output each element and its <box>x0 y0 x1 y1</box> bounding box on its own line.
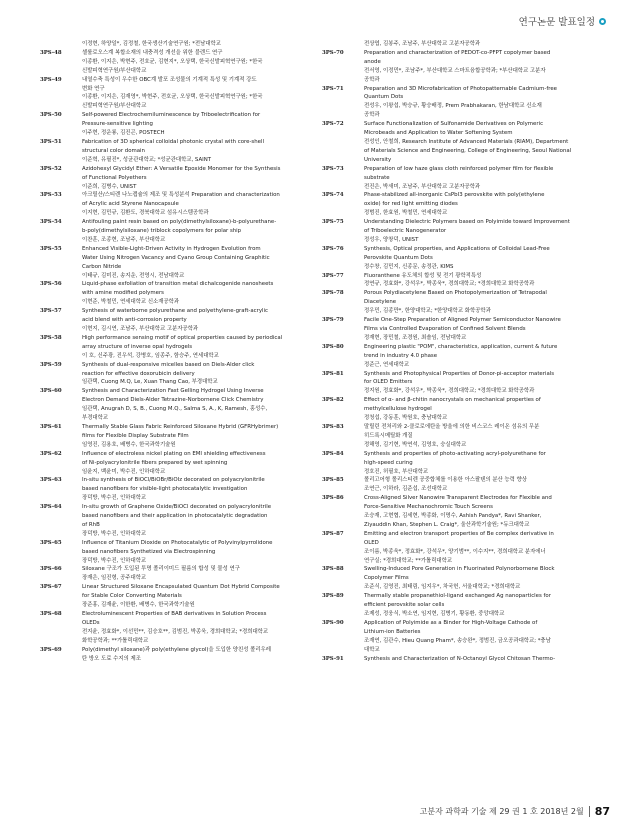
footer-divider <box>589 806 590 817</box>
entry-line: 화학공학과; **가톨릭대학교 <box>82 637 149 644</box>
program-entry <box>322 655 592 664</box>
program-entry <box>40 191 310 218</box>
entry-line: 임관택, Anugrah D, S, B., Cuong M.Q., Salma S, A., K, Ramesh, 홍성수, <box>82 406 268 413</box>
entry-line: b-poly(dimethylsiloxane) triblock copolymers for polar ship <box>82 228 242 235</box>
entry-code: 3PS-66 <box>40 566 62 573</box>
entry-lines <box>82 165 310 192</box>
entry-line: films for Flexible Display Substrate Film <box>82 432 189 439</box>
program-entry <box>40 40 310 49</box>
entry-line: Diacetylene <box>364 299 397 306</box>
entry-line: 정지원, 정효화*, 강석우*, 박종욱*, 경희대학교; *경희대학교 화학공학과 <box>364 388 535 395</box>
entry-line: Water Using Nitrogen Vacancy and Cyano Group Containing Graphitic <box>82 254 270 261</box>
entry-code: 3PS-52 <box>40 165 62 172</box>
entry-line: 전성우, 이왕섭, 박승규, 황승배정, Prem Prabhakaran, 한남대학교 신소재 <box>364 103 542 110</box>
circle-icon <box>599 18 606 25</box>
entry-line: University <box>364 156 392 163</box>
entry-code: 3PS-48 <box>40 49 62 56</box>
entry-line: 전성인, 안철희, Research Institute of Advanced Materials (RIAM), Department <box>364 138 569 145</box>
entry-lines <box>364 530 592 566</box>
entry-line: methylcellulose hydrogel <box>364 406 432 413</box>
entry-line: 신발피혁연구원/부산대학교 <box>82 103 147 110</box>
entry-line: 정해영, 김기현, 박연석, 김영호, 숭실대학교 <box>364 441 467 448</box>
entry-line: Cross-Aligned Silver Nanowire Transparent Electrodes for Flexible and <box>364 495 552 502</box>
entry-line: 조준식, 김영진, 최태림, 임지우*, 차국헌, 서울대학교; *경희대학교 <box>364 584 521 591</box>
entry-lines <box>82 646 310 664</box>
entry-lines <box>364 316 592 343</box>
entry-code: 3PS-91 <box>322 655 344 662</box>
entry-line: 연구실; *경희대학교; **가톨릭대학교 <box>364 557 453 564</box>
entry-line: 장덕방, 박수진, 인하대학교 <box>82 530 147 537</box>
entry-code: 3PS-73 <box>322 165 344 172</box>
entry-line: Synthesis and Photophysical Properties of Donor-pi-acceptor materials <box>364 370 555 377</box>
entry-code: 3PS-74 <box>322 192 344 199</box>
entry-line: Films via Controlled Evaporation of Confined Solvent Blends <box>364 326 526 332</box>
entry-code <box>40 40 82 49</box>
entry-line: 이지현, 김민규, 김환도, 경북대학교 섬유시스템공학과 <box>82 210 209 217</box>
entry-line: acid blend with anti-corrosion property <box>82 317 187 324</box>
entry-line: 부경대학교 <box>82 415 109 422</box>
entry-code: 3PS-50 <box>40 112 62 119</box>
entry-line: Synthesis, Optical properties, and Applications of Colloidal Lead-Free <box>364 245 550 252</box>
entry-line: 이태규, 김미진, 송지운, 전영시, 전남대학교 <box>82 272 185 279</box>
program-entry <box>40 565 310 583</box>
program-entry <box>40 76 310 112</box>
entry-line: Synthesis and properties of photo-activating acryl-polyurethane for <box>364 450 546 457</box>
entry-line: based nanofibers and their application in photocatalytic degradation <box>82 513 268 520</box>
header-title: 연구논문 발표일정 <box>518 17 595 28</box>
entry-line: Copolymer Films <box>364 575 409 582</box>
entry-line: Force-Sensitive Mechanochromic Touch Screens <box>364 504 493 511</box>
entry-line: 이준희, 김병수, UNIST <box>82 183 137 190</box>
entry-lines <box>82 610 310 646</box>
entry-line: 임관택, Cuong M.Q, Le, Xuan Thang Cao, 부경대학교 <box>82 379 218 386</box>
entry-lines <box>364 165 592 192</box>
entry-line: 임영진, 김용호, 배병수, 한국과학기술원 <box>82 441 176 448</box>
entry-line: Preparation and characterization of PEDOT-co-PFPT copolymer based <box>364 49 551 56</box>
program-entry <box>322 370 592 397</box>
entry-line: of Functional Polyethers <box>82 174 147 181</box>
program-entry <box>40 539 310 566</box>
entry-line: oxide) for red light emitting diodes <box>364 201 458 208</box>
entry-lines <box>364 450 592 477</box>
entry-lines <box>364 49 592 85</box>
entry-line: Thermally Stable Glass Fabric Reinforced Siloxane Hybrid (GFRHybrimer) <box>82 423 279 430</box>
entry-code: 3PS-58 <box>40 334 62 341</box>
entry-line: Azidohexyl Glycidyl Ether: A Versatile Epoxide Monomer for the Synthesis <box>82 165 281 172</box>
entry-code: 3PS-64 <box>40 504 62 511</box>
entry-line: OLEDs <box>82 619 100 626</box>
program-entry <box>322 530 592 566</box>
entry-lines <box>82 49 310 76</box>
entry-code: 3PS-87 <box>322 530 344 537</box>
entry-line: 정재현, 장민철, 조경원, 최솔임, 전남대학교 <box>364 334 467 341</box>
entry-line: 이찬훈, 조종현, 조남주, 부산대학교 <box>82 236 166 243</box>
entry-code: 3PS-83 <box>322 423 344 430</box>
entry-lines <box>82 476 310 503</box>
entry-code: 3PS-78 <box>322 290 344 297</box>
entry-line: Enhanced Visible-Light-Driven Activity in Hydrogen Evolution from <box>82 245 261 252</box>
entry-line: Self-powered Electrochemiluminescence by Triboelectrification for <box>82 112 261 119</box>
entry-line: reaction for effective doxorubicin delivery <box>82 370 195 377</box>
entry-lines <box>82 111 310 138</box>
entry-line: substrate <box>364 174 390 181</box>
entry-code: 3PS-61 <box>40 423 62 430</box>
entry-code: 3PS-65 <box>40 539 62 546</box>
entry-line: Synthesis of dual-responsive micelles based on Diels-Alder click <box>82 361 255 368</box>
entry-line: Linear Structured Siloxane Encapsulated Quantum Dot Hybrid Composite <box>82 584 280 591</box>
entry-line: anode <box>364 58 381 65</box>
entry-line: of Triboelectric Nanogenerator <box>364 228 447 235</box>
entry-line: 조이름, 박종욱*, 정효화*, 강석우*, 양기범**, 이수지**, 경희대학교 분자에너 <box>364 548 546 555</box>
program-entry <box>40 165 310 192</box>
entry-code: 3PS-69 <box>40 646 62 653</box>
entry-line: Ziyauddin Khan, Stephen L. Craig*, 울산과학기술원; *듀크대학교 <box>364 521 530 528</box>
page-header <box>519 14 606 28</box>
entry-code: 3PS-59 <box>40 361 62 368</box>
program-entry <box>322 245 592 272</box>
program-entry <box>40 361 310 388</box>
entry-code: 3PS-53 <box>40 192 62 199</box>
entry-line: Influence of Titanium Dioxide on Photocatalytic of Polyvinylpyrrolidone <box>82 539 273 546</box>
entry-code: 3PS-62 <box>40 450 62 457</box>
entry-lines <box>364 396 592 423</box>
entry-line: 이정현, 하양일*, 김정철, 한국생산기술연구원; *전남대학교 <box>82 41 221 47</box>
entry-line: 이종환, 이지은, 박현주, 전호균, 김현지*, 오상택, 한국신발피혁연구원; *한국 <box>82 58 263 65</box>
entry-code: 3PS-76 <box>322 245 344 252</box>
entry-line: 정호진, 허필호, 부산대학교 <box>364 468 429 475</box>
entry-lines <box>82 218 310 245</box>
entry-line: 셀룰로오스계 복합소재의 내충격성 개선을 위한 블렌드 연구 <box>82 49 223 56</box>
entry-line: In-situ synthesis of BiOCl/BiOBr/BiOIz decorated on polyacrylonitrile <box>82 477 265 484</box>
program-entry <box>40 218 310 245</box>
entry-lines <box>364 619 592 655</box>
entry-line: Emitting and electron transport properties of Be complex derivative in <box>364 530 554 537</box>
entry-code: 3PS-63 <box>40 477 62 484</box>
entry-line: of Ni-polyacrylonitrile fibers prepared by wet spinning <box>82 459 228 466</box>
entry-line: based nanofibers Synthetized via Electrospinning <box>82 548 216 555</box>
program-entry <box>322 476 592 494</box>
entry-line: Electroluminescent Properties of BAB derivatives in Solution Process <box>82 611 267 617</box>
entry-line: Surface Functionalization of Sulfonamide Derivatives on Polymeric <box>364 121 544 128</box>
entry-line: of Materials Science and Engineering, College of Engineering, Seoul National <box>364 147 572 154</box>
program-entry <box>322 85 592 121</box>
entry-lines <box>364 85 592 121</box>
entry-line: Carbon Nitride <box>82 263 122 270</box>
program-entry <box>322 120 592 165</box>
program-entry <box>322 272 592 290</box>
entry-line: 정준근, 연세대학교 <box>364 361 410 368</box>
entry-code: 3PS-89 <box>322 593 344 600</box>
entry-lines <box>364 494 592 530</box>
footer-journal: 고분자 과학과 기술 제 29 권 1 호 2018년 2월 <box>419 807 584 816</box>
entry-line: 변화 연구 <box>82 85 105 92</box>
entry-lines <box>364 370 592 397</box>
left-column <box>40 40 310 663</box>
entry-line: Understanding Dielectric Polymers based on Polyimide toward Improvement <box>364 219 570 226</box>
entry-code: 3PS-80 <box>322 343 344 350</box>
entry-line: 전서영, 이정민*, 조남주*, 부산대학교 스마트융합공학과; *부산대학교 고분자 <box>364 67 546 74</box>
program-entry <box>40 111 310 138</box>
program-entry <box>40 503 310 539</box>
program-entry <box>322 49 592 85</box>
entry-line: 대학교 <box>364 646 380 653</box>
entry-line: 정우민, 김종만*, 한양대학교; *한양대학교 화학공학과 <box>364 308 491 315</box>
entry-code: 3PS-70 <box>322 49 344 56</box>
entry-code: 3PS-88 <box>322 566 344 573</box>
entry-line: 장재은, 임진형, 공주대학교 <box>82 575 147 582</box>
entry-lines <box>364 592 592 619</box>
program-entry <box>322 423 592 450</box>
entry-lines <box>364 40 592 49</box>
program-entry <box>322 450 592 477</box>
entry-code: 3PS-75 <box>322 219 344 226</box>
entry-line: 정수창, 김민지, 신종문, 송정관, KIMS <box>364 263 454 270</box>
entry-line: Fabrication of 3D spherical colloidal photonic crystal with core-shell <box>82 138 264 145</box>
entry-code: 3PS-71 <box>322 85 344 92</box>
entry-lines <box>364 476 592 494</box>
program-entry <box>322 396 592 423</box>
entry-line: 장덕방, 박수진, 인하대학교 <box>82 495 147 502</box>
entry-line: with amine modified polymers <box>82 290 164 297</box>
entry-lines <box>364 655 592 664</box>
entry-line: 이 호, 신주광, 진우석, 강병호, 임종주, 함승주, 연세대학교 <box>82 352 219 359</box>
entry-line: array structure of inverse opal hydrogels <box>82 343 193 350</box>
program-entry <box>40 138 310 165</box>
entry-line: 공학과 <box>364 76 380 83</box>
entry-code: 3PS-82 <box>322 397 344 404</box>
entry-lines <box>364 120 592 165</box>
program-entry <box>40 646 310 664</box>
entry-line: Perovskite Quantum Dots <box>364 254 433 261</box>
entry-line: Fluoranthene 유도체의 합성 및 전기 광학적특성 <box>364 272 482 279</box>
entry-line: Influence of electroless nickel plating on EMI shielding effectiveness <box>82 450 266 457</box>
entry-line: Liquid-phase exfoliation of transition metal dichalcogenide nanosheets <box>82 281 274 288</box>
entry-code: 3PS-81 <box>322 370 344 377</box>
entry-line: 이준혁, 유필진*, 성균관대학교; *성균관대학교, SAINT <box>82 156 212 163</box>
program-entry <box>322 218 592 245</box>
entry-line: Facile One-Step Preparation of Aligned Polymer Semiconductor Nanowire <box>364 317 561 324</box>
program-entry <box>40 610 310 646</box>
entry-lines <box>82 138 310 165</box>
entry-line: 전지윤, 정효화*, 이선민**, 김승호**, 김범진, 박종욱, 경희대학교; *경희대학교 <box>82 628 269 635</box>
entry-line: 장덕방, 박수진, 인하대학교 <box>82 557 147 564</box>
entry-code: 3PS-72 <box>322 121 344 128</box>
program-entry <box>40 280 310 307</box>
program-entry <box>40 450 310 477</box>
entry-line: Synthesis and Characterization Fast Gelling Hydrogel Using Inverse <box>82 388 264 395</box>
entry-lines <box>364 272 592 290</box>
entry-code: 3PS-85 <box>322 477 344 484</box>
entry-lines <box>82 361 310 388</box>
page-number: 87 <box>594 805 610 818</box>
entry-line: 말릴린 전처리와 2-클로로에탄올 방울에 의한 비스코스 레이온 섬유의 무분 <box>364 423 540 430</box>
entry-code: 3PS-51 <box>40 138 62 145</box>
program-entry <box>40 476 310 503</box>
program-entry <box>322 619 592 655</box>
entry-line: of RhB <box>82 521 100 528</box>
entry-code: 3PS-55 <box>40 245 62 252</box>
entry-line: Microbeads and Application to Water Softening System <box>364 130 513 137</box>
entry-line: based nanofibers for visible-light photocatalytic investigation <box>82 486 248 493</box>
entry-code: 3PS-77 <box>322 272 344 279</box>
entry-lines <box>82 387 310 423</box>
entry-code: 3PS-79 <box>322 317 344 324</box>
program-entry <box>322 316 592 343</box>
entry-line: of Acrylic acid Styrene Nanocapsule <box>82 201 179 208</box>
entry-line: structural color domain <box>82 147 145 154</box>
entry-line: 임윤지, 백윤미, 박수진, 인하대학교 <box>82 468 166 475</box>
entry-line: trend in industry 4.0 phase <box>364 352 438 359</box>
entry-line: Effect of α- and β-chitin nanocrystals on mechanical properties of <box>364 397 541 404</box>
entry-line: 이종환, 이지은, 김재영*, 박현주, 전호균, 오상택, 한국신발피혁연구원; *한국 <box>82 94 263 101</box>
entry-line: Synthesis of waterborne polyurethane and polyethylene-graft-acrylic <box>82 308 269 315</box>
entry-line: 장준홍, 김재윤, 이한환, 배병수, 한국과학기술원 <box>82 602 195 609</box>
entry-line: Preparation of low haze glass cloth reinforced polymer film for flexible <box>364 165 554 172</box>
entry-line: Antifouling paint resin based on poly(dimethylsiloxane)-b-polyurethane- <box>82 219 277 226</box>
program-entry <box>322 494 592 530</box>
program-entry <box>40 334 310 361</box>
entry-line: 폴리고어형 폴리스티렌 공중합체를 이용한 아스팔텐의 분산 능력 향상 <box>364 477 528 484</box>
entry-line: 이현지, 김시연, 조남주, 부산대학교 고분자공학과 <box>82 326 199 332</box>
entry-code: 3PS-84 <box>322 450 344 457</box>
entry-line: Siloxane 구조가 도입된 투명 폴리이미드 필름의 합성 및 물성 연구 <box>82 566 240 573</box>
page-footer <box>420 805 610 818</box>
entry-line: Thermally stable propanethiol-ligand exchanged Ag nanoparticles for <box>364 593 551 600</box>
entry-lines <box>82 307 310 334</box>
entry-code: 3PS-86 <box>322 495 344 502</box>
entry-line: Phase-stabilized all-inorganic CsPbI3 perovskite with poly(ethylene <box>364 192 545 199</box>
entry-code: 3PS-56 <box>40 281 62 288</box>
program-entry <box>40 583 310 610</box>
entry-lines <box>364 565 592 592</box>
entry-lines <box>82 191 310 218</box>
entry-line: Quantum Dots <box>364 94 404 101</box>
entry-line: 이현준, 박철민, 연세대학교 신소재공학과 <box>82 299 180 306</box>
entry-code <box>322 40 364 49</box>
entry-line: High performance sensing motif of optical properties caused by periodical <box>82 334 283 341</box>
entry-line: high-speed curing <box>364 459 413 466</box>
entry-line: 아크릴산/스티렌 나노캡슐의 제조 및 특성분석 Preparation and characterization <box>82 192 280 199</box>
entry-code: 3PS-68 <box>40 611 62 617</box>
entry-code: 3PS-57 <box>40 308 62 315</box>
entry-line: 정성우, 양창덕, UNIST <box>364 236 419 243</box>
entry-line: 조연근, 이하라, 김준섭, 조선대학교 <box>364 486 448 493</box>
entry-code: 3PS-90 <box>322 619 344 626</box>
entry-lines <box>364 191 592 218</box>
program-entry <box>40 423 310 450</box>
entry-lines <box>82 503 310 539</box>
entry-line: Poly(dimethyl siloxane)과 poly(ethylene glycol)을 도입한 양친성 폴리우레 <box>82 646 271 653</box>
program-entry <box>40 49 310 76</box>
entry-line: Engineering plastic "POM", characteristics, application, current & future <box>364 343 558 350</box>
program-entry <box>322 343 592 370</box>
program-entry <box>322 565 592 592</box>
entry-lines <box>82 334 310 361</box>
program-entry <box>322 289 592 316</box>
program-entry <box>322 165 592 192</box>
entry-lines <box>82 450 310 477</box>
entry-lines <box>82 245 310 281</box>
entry-line: Pressure-sensitive lighting <box>82 121 153 128</box>
entry-lines <box>82 280 310 307</box>
entry-lines <box>364 423 592 450</box>
right-column <box>322 40 592 663</box>
entry-code: 3PS-60 <box>40 388 62 395</box>
entry-line: 전상엽, 김봉주, 조남주, 부산대학교 고분자공학과 <box>364 41 481 47</box>
entry-line: 조제성, 정웅식, 박소연, 임지현, 김병기, 황동환, 중앙대학교 <box>364 611 505 617</box>
entry-line: 조재연, 김관수, Hieu Quang Pham*, 송승완*, 정범진, 금오공과대학교; *충남 <box>364 637 551 644</box>
entry-line: Synthesis and Characterization of N-Octanoyl Glycol Chitosan Thermo- <box>364 655 556 662</box>
entry-lines <box>364 343 592 370</box>
entry-line: 내열수축 특성이 우수한 OBC계 발포 조성물의 기계적 특성 및 기계적 강도 <box>82 76 257 83</box>
program-entry <box>322 592 592 619</box>
entry-line: Lithium-ion Batteries <box>364 628 421 635</box>
entry-line: OLED <box>364 539 379 546</box>
entry-line: 정청섭, 강동훈, 박원호, 충남대학교 <box>364 415 448 422</box>
entry-code: 3PS-49 <box>40 76 62 83</box>
entry-line: efficient perovskite solar cells <box>364 602 445 609</box>
entry-line: Swelling-Induced Pore Generation in Fluorinated Polynorbornene Block <box>364 566 555 573</box>
entry-lines <box>364 289 592 316</box>
entry-line: 탄 방오 도료 수지의 제조 <box>82 655 141 662</box>
entry-line: 이주현, 정운룡, 김진곤, POSTECH <box>82 130 165 137</box>
entry-lines <box>82 40 310 49</box>
entry-lines <box>82 583 310 610</box>
entry-code: 3PS-67 <box>40 584 62 591</box>
entry-lines <box>82 423 310 450</box>
entry-line: Porous Polydiacetylene Based on Photopolymerization of Tetrapodal <box>364 290 547 297</box>
entry-line: 조승재, 고현협, 김세현, 박종화, 이명수, Ashish Pandya*, Ravi Shanker, <box>364 513 542 520</box>
entry-line: for Stable Color Converting Materials <box>82 593 182 600</box>
entry-lines <box>82 539 310 566</box>
entry-line: 공학과 <box>364 112 380 119</box>
program-entry <box>40 245 310 281</box>
program-entry <box>322 191 592 218</box>
entry-line: Preparation and 3D Microfabrication of Photopatternable Cadmium-free <box>364 85 557 92</box>
entry-code: 3PS-54 <box>40 219 62 226</box>
entry-line: 정연규, 정효화*, 강석우*, 박종욱*, 경희대학교; *경희대학교 화학공학과 <box>364 281 535 288</box>
entry-line: for OLED Emitters <box>364 379 413 386</box>
entry-line: 신발피혁연구원/부산대학교 <box>82 67 147 74</box>
program-entry <box>40 387 310 423</box>
entry-lines <box>82 565 310 583</box>
entry-line: Application of Polyimide as a Binder for High-Voltage Cathode of <box>364 619 538 626</box>
entry-line: 정범진, 한효원, 박철민, 연세대학교 <box>364 210 448 217</box>
entry-line: 히드록시메틸화 개질 <box>364 432 413 439</box>
entry-line: 전진은, 박새미, 조남주, 부산대학교 고분자공학과 <box>364 183 481 190</box>
entry-lines <box>82 76 310 112</box>
entry-lines <box>364 245 592 272</box>
program-entry <box>40 307 310 334</box>
program-entry <box>322 40 592 49</box>
entry-line: Electron Demand Diels-Alder Tetrazine-Norbornene Click Chemistry <box>82 397 264 404</box>
entry-lines <box>364 218 592 245</box>
entry-line: In-situ growth of Graphene Oxide/BiOCl decorated on polyacrylonitrile <box>82 504 272 511</box>
